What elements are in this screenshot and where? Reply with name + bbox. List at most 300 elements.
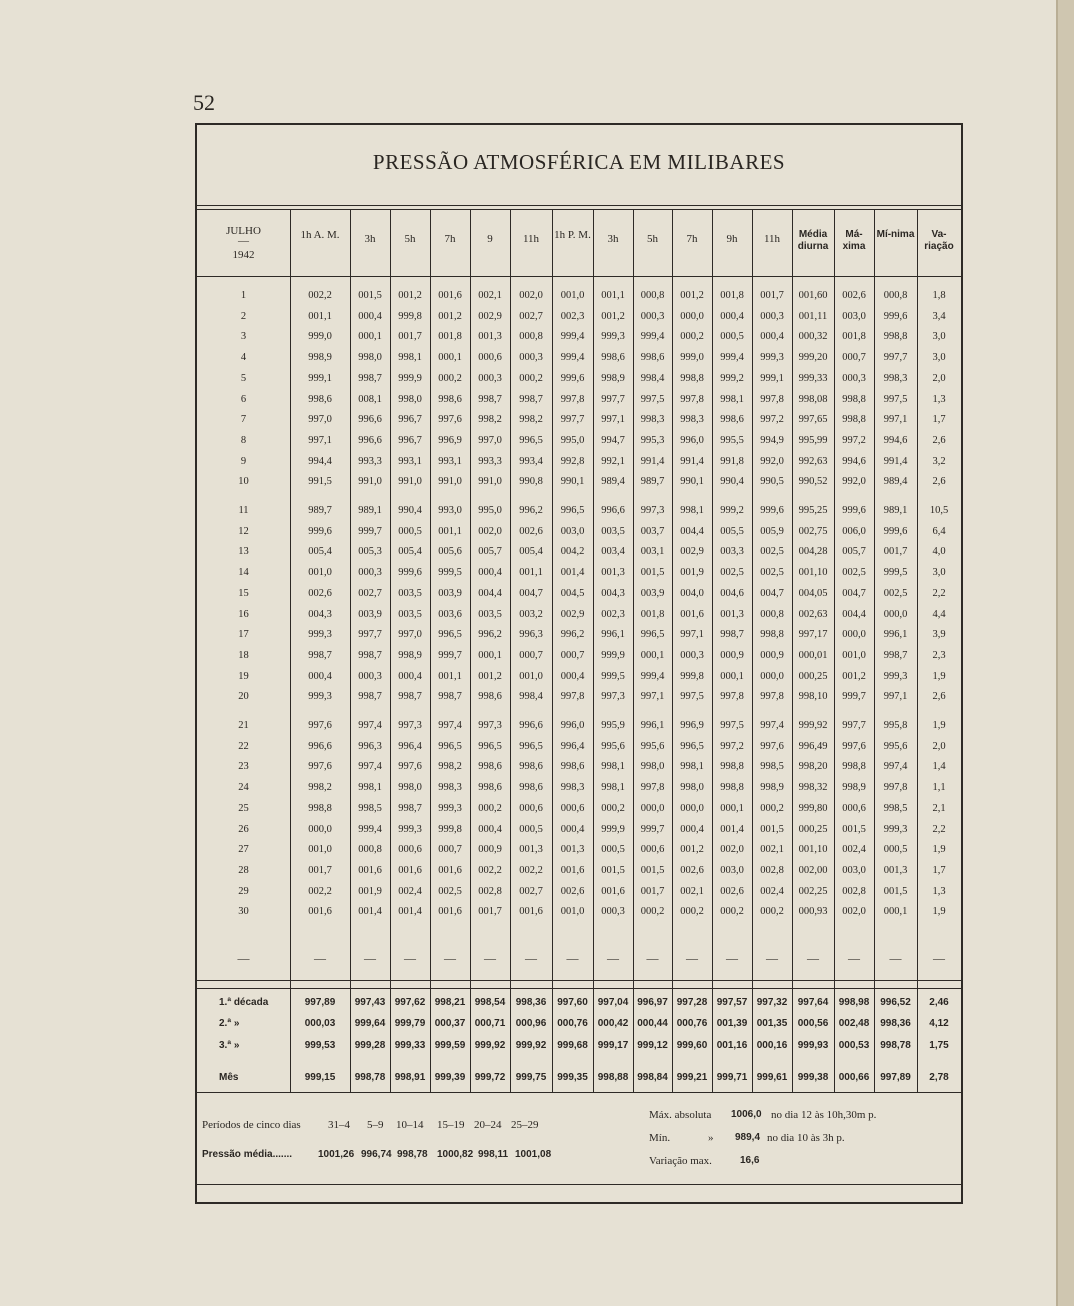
table-cell: 000,6 bbox=[560, 802, 585, 814]
day-number: 17 bbox=[238, 629, 249, 641]
table-cell: 997,17 bbox=[798, 629, 828, 641]
day-number: 6 bbox=[240, 393, 247, 405]
table-cell: 000,0 bbox=[883, 608, 908, 620]
table-cell: 3,4 bbox=[932, 310, 946, 322]
table-cell: 1,7 bbox=[932, 414, 946, 426]
day-number: 11 bbox=[238, 505, 249, 516]
table-cell: 001,7 bbox=[883, 546, 908, 558]
summary-cell: 999,33 bbox=[394, 1040, 426, 1051]
table-cell: 999,4 bbox=[640, 331, 665, 343]
table-cell: 002,6 bbox=[519, 525, 543, 537]
table-cell: 000,0 bbox=[680, 310, 704, 322]
table-cell: 2,0 bbox=[932, 372, 946, 384]
summary-cell: 999,79 bbox=[394, 1018, 426, 1029]
table-cell: 999,8 bbox=[398, 310, 422, 322]
summary-cell: 998,36 bbox=[880, 1018, 911, 1029]
table-cell: 001,5 bbox=[842, 823, 866, 835]
table-cell: 000,3 bbox=[601, 906, 625, 918]
table-cell: 997,8 bbox=[760, 691, 784, 703]
table-cell: 004,2 bbox=[560, 546, 585, 558]
table-cell: 000,7 bbox=[560, 649, 585, 661]
table-cell: 998,7 bbox=[358, 372, 382, 384]
dash-cell: — bbox=[646, 951, 659, 965]
table-cell: 998,2 bbox=[519, 414, 543, 426]
table-title: PRESSÃO ATMOSFÉRICA EM MILIBARES bbox=[372, 150, 786, 174]
dash-cell: — bbox=[848, 951, 860, 965]
table-cell: 995,0 bbox=[560, 434, 585, 446]
table-cell: 000,4 bbox=[560, 670, 585, 682]
column-header: Média diurna bbox=[797, 229, 829, 252]
day-number: 9 bbox=[240, 455, 247, 467]
table-cell: 999,7 bbox=[640, 823, 665, 835]
table-cell: 996,5 bbox=[640, 629, 665, 641]
table-cell: 002,00 bbox=[798, 864, 828, 876]
summary-cell: 999,28 bbox=[354, 1040, 386, 1051]
table-cell: 997,3 bbox=[601, 691, 625, 703]
year-label: 1942 bbox=[232, 249, 255, 261]
table-cell: 996,9 bbox=[438, 434, 462, 446]
table-cell: 990,52 bbox=[798, 476, 828, 488]
table-cell: 002,8 bbox=[478, 885, 502, 897]
table-cell: 000,1 bbox=[720, 670, 744, 682]
table-cell: 997,7 bbox=[842, 720, 866, 731]
table-cell: 998,8 bbox=[680, 372, 704, 384]
table-cell: 000,4 bbox=[398, 670, 422, 682]
variation-value: 16,6 bbox=[740, 1155, 760, 1166]
table-cell: 996,2 bbox=[519, 505, 543, 516]
table-cell: 000,1 bbox=[478, 649, 502, 661]
table-cell: 002,6 bbox=[308, 587, 332, 599]
column-header: 9 bbox=[487, 233, 493, 245]
table-cell: 996,9 bbox=[680, 720, 704, 731]
summary-cell: 997,43 bbox=[354, 997, 386, 1008]
column-header: 1h P. M. bbox=[554, 229, 591, 241]
table-cell: 001,9 bbox=[358, 885, 382, 897]
summary-cell: 001,35 bbox=[756, 1018, 788, 1029]
table-cell: 003,0 bbox=[720, 864, 744, 876]
table-cell: 000,8 bbox=[640, 290, 665, 301]
table-cell: 001,7 bbox=[308, 864, 332, 876]
column-header: Mí-nima bbox=[876, 229, 915, 240]
table-cell: 000,6 bbox=[398, 844, 422, 856]
table-cell: 998,6 bbox=[438, 393, 462, 405]
table-cell: 001,6 bbox=[438, 290, 462, 301]
table-cell: 989,1 bbox=[883, 505, 908, 516]
table-cell: 996,0 bbox=[560, 720, 585, 731]
day-number: 7 bbox=[240, 414, 247, 426]
table-cell: 997,6 bbox=[760, 740, 784, 752]
table-cell: 991,4 bbox=[883, 455, 908, 467]
table-cell: 998,9 bbox=[760, 782, 784, 794]
table-cell: 005,7 bbox=[478, 546, 502, 558]
table-cell: 998,6 bbox=[478, 691, 502, 703]
summary-cell: 997,28 bbox=[676, 997, 708, 1008]
table-cell: 000,2 bbox=[680, 331, 704, 343]
table-cell: 997,3 bbox=[478, 720, 502, 731]
table-cell: 001,0 bbox=[560, 906, 585, 918]
table-cell: 000,7 bbox=[842, 352, 866, 364]
summary-cell: 998,54 bbox=[474, 997, 506, 1008]
table-cell: 996,5 bbox=[519, 740, 543, 752]
table-cell: 001,8 bbox=[438, 331, 462, 343]
table-cell: 004,3 bbox=[601, 587, 625, 599]
table-cell: 989,1 bbox=[358, 505, 382, 516]
summary-cell: 997,32 bbox=[756, 997, 788, 1008]
table-cell: 000,1 bbox=[883, 906, 908, 918]
month-label: JULHO bbox=[226, 225, 261, 237]
table-cell: 001,5 bbox=[640, 864, 665, 876]
summary-cell: 000,66 bbox=[838, 1072, 870, 1083]
table-cell: 990,5 bbox=[760, 476, 784, 488]
table-cell: 002,7 bbox=[519, 885, 543, 897]
table-cell: 996,2 bbox=[478, 629, 502, 641]
header-top-rule-double bbox=[197, 209, 961, 210]
table-cell: 2,2 bbox=[932, 587, 946, 599]
min-when: no dia 10 às 3h p. bbox=[767, 1132, 845, 1144]
column-header: 3h bbox=[607, 233, 619, 245]
column-header: 5h bbox=[404, 233, 416, 245]
table-cell: 3,0 bbox=[932, 352, 946, 364]
table-cell: 996,6 bbox=[358, 414, 382, 426]
table-cell: 999,5 bbox=[883, 567, 908, 579]
table-cell: 999,0 bbox=[308, 331, 332, 343]
table-cell: 001,5 bbox=[640, 567, 665, 579]
summary-cell: 000,76 bbox=[557, 1018, 588, 1029]
column-header: 1h A. M. bbox=[300, 229, 340, 241]
table-cell: 001,4 bbox=[720, 823, 744, 835]
table-cell: 002,75 bbox=[798, 525, 828, 537]
table-cell: 998,7 bbox=[358, 649, 382, 661]
summary-cell: 999,39 bbox=[434, 1072, 466, 1083]
table-cell: 999,9 bbox=[601, 823, 625, 835]
table-cell: 000,0 bbox=[680, 802, 704, 814]
table-cell: 999,7 bbox=[842, 691, 866, 703]
summary-cell: 999,21 bbox=[676, 1072, 708, 1083]
summary-cell: 999,59 bbox=[434, 1040, 466, 1051]
table-cell: 000,2 bbox=[519, 372, 543, 384]
table-cell: 000,6 bbox=[519, 802, 543, 814]
table-cell: 2,6 bbox=[932, 476, 946, 488]
table-cell: 001,10 bbox=[798, 844, 828, 856]
table-cell: 000,0 bbox=[842, 629, 866, 641]
table-cell: 001,2 bbox=[842, 670, 866, 682]
table-cell: 000,2 bbox=[680, 906, 704, 918]
table-cell: 996,6 bbox=[358, 434, 382, 446]
summary-cell: 000,03 bbox=[304, 1018, 336, 1029]
table-cell: 002,1 bbox=[680, 885, 704, 897]
table-cell: 997,6 bbox=[308, 720, 332, 731]
table-cell: 997,7 bbox=[560, 414, 585, 426]
summary-top-rule-double bbox=[197, 988, 961, 989]
table-cell: 000,3 bbox=[680, 649, 704, 661]
summary-cell: 999,35 bbox=[557, 1072, 588, 1083]
summary-cell: 2,78 bbox=[929, 1072, 949, 1083]
table-cell: 993,4 bbox=[519, 455, 543, 467]
min-value: 989,4 bbox=[735, 1132, 761, 1143]
table-cell: 002,5 bbox=[760, 567, 784, 579]
header-top-rule bbox=[197, 205, 961, 206]
day-number: 24 bbox=[238, 782, 249, 794]
table-cell: 001,1 bbox=[438, 525, 462, 537]
day-number: 4 bbox=[240, 352, 247, 364]
table-cell: 998,4 bbox=[519, 691, 543, 703]
table-cell: 003,2 bbox=[519, 608, 543, 620]
table-cell: 997,4 bbox=[883, 761, 908, 773]
table-cell: 996,7 bbox=[398, 434, 422, 446]
table-cell: 999,92 bbox=[798, 720, 828, 731]
table-cell: 000,3 bbox=[640, 310, 665, 322]
table-cell: 998,7 bbox=[398, 691, 422, 703]
summary-cell: 2,46 bbox=[929, 997, 949, 1008]
dash-cell: — bbox=[314, 951, 326, 965]
table-cell: 000,4 bbox=[680, 823, 704, 835]
table-cell: 998,9 bbox=[601, 372, 625, 384]
dash-cell: — bbox=[933, 951, 945, 965]
table-cell: 001,2 bbox=[438, 310, 462, 322]
max-label: Máx. absoluta bbox=[649, 1109, 712, 1121]
table-cell: 001,2 bbox=[398, 290, 422, 301]
table-cell: 996,0 bbox=[680, 434, 704, 446]
table-cell: 998,8 bbox=[842, 393, 866, 405]
table-cell: 4,0 bbox=[932, 546, 946, 558]
table-cell: 000,5 bbox=[601, 844, 625, 856]
page-edge-line bbox=[1056, 0, 1058, 1306]
table-cell: 989,4 bbox=[883, 476, 908, 488]
table-cell: 1,3 bbox=[932, 885, 946, 897]
table-cell: 996,1 bbox=[601, 629, 625, 641]
day-number: 25 bbox=[238, 802, 249, 814]
summary-label: Mês bbox=[219, 1072, 239, 1083]
summary-cell: 999,38 bbox=[797, 1072, 829, 1083]
table-cell: 999,0 bbox=[680, 352, 704, 364]
min-label: Mín. bbox=[649, 1132, 671, 1144]
table-cell: 997,4 bbox=[438, 720, 462, 731]
table-cell: 997,1 bbox=[680, 629, 704, 641]
table-cell: 992,8 bbox=[560, 455, 585, 467]
table-cell: 001,6 bbox=[519, 906, 543, 918]
table-cell: 997,4 bbox=[358, 761, 382, 773]
table-cell: 991,4 bbox=[640, 455, 665, 467]
table-cell: 997,1 bbox=[883, 691, 908, 703]
table-cell: 989,7 bbox=[308, 505, 332, 516]
table-cell: 001,1 bbox=[601, 290, 625, 301]
day-number: 13 bbox=[238, 546, 249, 558]
table-cell: 002,8 bbox=[760, 864, 784, 876]
table-cell: 999,3 bbox=[883, 823, 908, 835]
table-cell: 999,6 bbox=[398, 567, 422, 579]
table-cell: 1,7 bbox=[932, 864, 946, 876]
table-cell: 997,6 bbox=[308, 761, 332, 773]
table-cell: 000,5 bbox=[398, 525, 422, 537]
table-cell: 002,0 bbox=[519, 290, 543, 301]
dash-cell: — bbox=[484, 951, 496, 965]
table-cell: 999,3 bbox=[398, 823, 422, 835]
table-cell: 990,4 bbox=[398, 505, 422, 516]
summary-cell: 001,39 bbox=[716, 1018, 748, 1029]
table-cell: 992,0 bbox=[842, 476, 866, 488]
table-cell: 996,5 bbox=[438, 740, 462, 752]
table-cell: 001,2 bbox=[478, 670, 502, 682]
table-cell: 998,7 bbox=[883, 649, 908, 661]
table-cell: 000,9 bbox=[760, 649, 784, 661]
summary-cell: 002,48 bbox=[838, 1018, 870, 1029]
dash-cell: — bbox=[889, 951, 902, 965]
column-header: 11h bbox=[763, 233, 781, 245]
table-cell: 996,6 bbox=[601, 505, 625, 516]
table-cell: 999,4 bbox=[560, 352, 585, 364]
table-cell: 998,8 bbox=[842, 761, 866, 773]
table-cell: 999,4 bbox=[640, 670, 665, 682]
table-cell: 002,5 bbox=[438, 885, 462, 897]
table-cell: 001,10 bbox=[798, 567, 828, 579]
max-value: 1006,0 bbox=[731, 1109, 762, 1120]
table-cell: 001,11 bbox=[798, 310, 828, 322]
table-cell: 997,8 bbox=[760, 393, 784, 405]
table-cell: 998,1 bbox=[601, 782, 625, 794]
summary-cell: 997,62 bbox=[394, 997, 426, 1008]
day-number: 30 bbox=[238, 906, 249, 918]
summary-cell: 999,71 bbox=[716, 1072, 748, 1083]
table-cell: 001,2 bbox=[601, 310, 625, 322]
table-cell: 001,7 bbox=[760, 290, 784, 301]
table-cell: 005,5 bbox=[720, 525, 744, 537]
variation-label: Variação max. bbox=[649, 1155, 712, 1167]
table-cell: 001,2 bbox=[680, 844, 704, 856]
period-1: 31–4 bbox=[328, 1119, 350, 1131]
table-cell: 998,7 bbox=[519, 393, 543, 405]
pressure-label: Pressão média....... bbox=[202, 1149, 293, 1160]
table-cell: 991,0 bbox=[478, 476, 502, 488]
dash-cell: — bbox=[566, 951, 579, 965]
max-when: no dia 12 às 10h,30m p. bbox=[771, 1109, 877, 1121]
table-cell: 1,9 bbox=[932, 670, 946, 682]
table-cell: 000,8 bbox=[883, 290, 908, 301]
summary-cell: 997,64 bbox=[797, 997, 829, 1008]
min-ditto: » bbox=[708, 1132, 714, 1144]
period-4: 15–19 bbox=[437, 1119, 465, 1131]
table-cell: 998,6 bbox=[519, 761, 543, 773]
table-cell: 995,5 bbox=[720, 434, 744, 446]
table-cell: 998,3 bbox=[680, 414, 704, 426]
table-cell: 993,1 bbox=[438, 455, 462, 467]
summary-top-rule bbox=[197, 980, 961, 981]
period-5: 20–24 bbox=[474, 1119, 502, 1131]
table-cell: 999,6 bbox=[560, 372, 585, 384]
table-cell: 001,2 bbox=[680, 290, 704, 301]
table-cell: 2,3 bbox=[932, 649, 946, 661]
day-number: 18 bbox=[238, 649, 249, 661]
table-cell: 002,0 bbox=[720, 844, 744, 856]
table-cell: 001,5 bbox=[883, 885, 908, 897]
table-cell: 997,8 bbox=[560, 393, 585, 405]
summary-cell: 998,88 bbox=[597, 1072, 629, 1083]
day-number: 23 bbox=[238, 761, 249, 773]
table-cell: 998,6 bbox=[519, 782, 543, 794]
table-cell: 002,6 bbox=[560, 885, 585, 897]
column-header: 9h bbox=[726, 233, 738, 245]
table-cell: 002,4 bbox=[760, 885, 784, 897]
table-cell: 997,1 bbox=[883, 414, 908, 426]
table-cell: 997,7 bbox=[883, 352, 908, 364]
summary-cell: 000,42 bbox=[597, 1018, 629, 1029]
dash-cell: — bbox=[404, 951, 416, 965]
column-header: Má-xima bbox=[842, 229, 866, 252]
table-cell: 003,6 bbox=[438, 608, 462, 620]
table-cell: 991,8 bbox=[720, 455, 744, 467]
summary-cell: 999,92 bbox=[515, 1040, 547, 1051]
table-cell: 995,6 bbox=[640, 740, 665, 752]
table-cell: 998,08 bbox=[798, 393, 828, 405]
table-cell: 004,5 bbox=[560, 587, 585, 599]
table-cell: 998,6 bbox=[478, 782, 502, 794]
table-cell: 997,5 bbox=[720, 720, 744, 731]
table-cell: 000,7 bbox=[438, 844, 462, 856]
table-cell: 000,93 bbox=[798, 906, 828, 918]
table-cell: 998,7 bbox=[358, 691, 382, 703]
summary-cell: 999,68 bbox=[557, 1040, 588, 1051]
table-cell: 998,9 bbox=[308, 352, 332, 364]
page-edge-band bbox=[1058, 0, 1074, 1306]
table-cell: 003,7 bbox=[640, 525, 665, 537]
table-cell: 998,8 bbox=[760, 629, 784, 641]
table-cell: 998,7 bbox=[720, 629, 744, 641]
table-cell: 000,0 bbox=[640, 802, 665, 814]
table-cell: 994,4 bbox=[308, 455, 332, 467]
table-cell: 000,3 bbox=[478, 372, 502, 384]
summary-cell: 998,98 bbox=[838, 997, 870, 1008]
table-cell: 999,3 bbox=[601, 331, 625, 343]
table-cell: 997,7 bbox=[601, 393, 625, 405]
table-cell: 999,1 bbox=[308, 372, 332, 384]
table-cell: 999,9 bbox=[398, 372, 422, 384]
pressure-1: 1001,26 bbox=[318, 1149, 355, 1160]
table-cell: 001,4 bbox=[358, 906, 382, 918]
table-cell: 992,63 bbox=[798, 455, 828, 467]
table-cell: 991,0 bbox=[438, 476, 462, 488]
table-cell: 999,2 bbox=[720, 372, 744, 384]
table-cell: 998,1 bbox=[680, 761, 704, 773]
day-number: 28 bbox=[238, 864, 249, 876]
dash-cell: — bbox=[525, 951, 537, 965]
table-cell: 992,0 bbox=[760, 455, 784, 467]
table-cell: 002,7 bbox=[519, 310, 543, 322]
table-cell: 998,8 bbox=[842, 414, 866, 426]
table-cell: 993,3 bbox=[478, 455, 502, 467]
dash-cell: — bbox=[444, 951, 456, 965]
table-cell: 000,3 bbox=[519, 352, 543, 364]
table-cell: 003,0 bbox=[842, 310, 866, 322]
table-cell: 004,3 bbox=[308, 608, 332, 620]
table-cell: 000,1 bbox=[438, 352, 462, 364]
table-cell: 998,0 bbox=[398, 393, 422, 405]
summary-cell: 997,57 bbox=[716, 997, 748, 1008]
summary-cell: 998,84 bbox=[637, 1072, 668, 1083]
pressure-4: 1000,82 bbox=[437, 1149, 474, 1160]
table-cell: 002,2 bbox=[308, 290, 332, 301]
table-cell: 999,4 bbox=[358, 823, 382, 835]
table-cell: 999,1 bbox=[760, 372, 784, 384]
table-cell: 996,3 bbox=[358, 740, 382, 752]
table-cell: 997,4 bbox=[358, 720, 382, 731]
table-cell: 000,3 bbox=[358, 670, 382, 682]
summary-cell: 999,75 bbox=[515, 1072, 547, 1083]
table-cell: 001,6 bbox=[398, 864, 422, 876]
table-cell: 002,2 bbox=[308, 885, 332, 897]
table-cell: 997,8 bbox=[883, 782, 908, 794]
table-cell: 000,4 bbox=[720, 310, 744, 322]
day-number: 29 bbox=[238, 885, 249, 897]
day-number: 3 bbox=[240, 331, 247, 343]
